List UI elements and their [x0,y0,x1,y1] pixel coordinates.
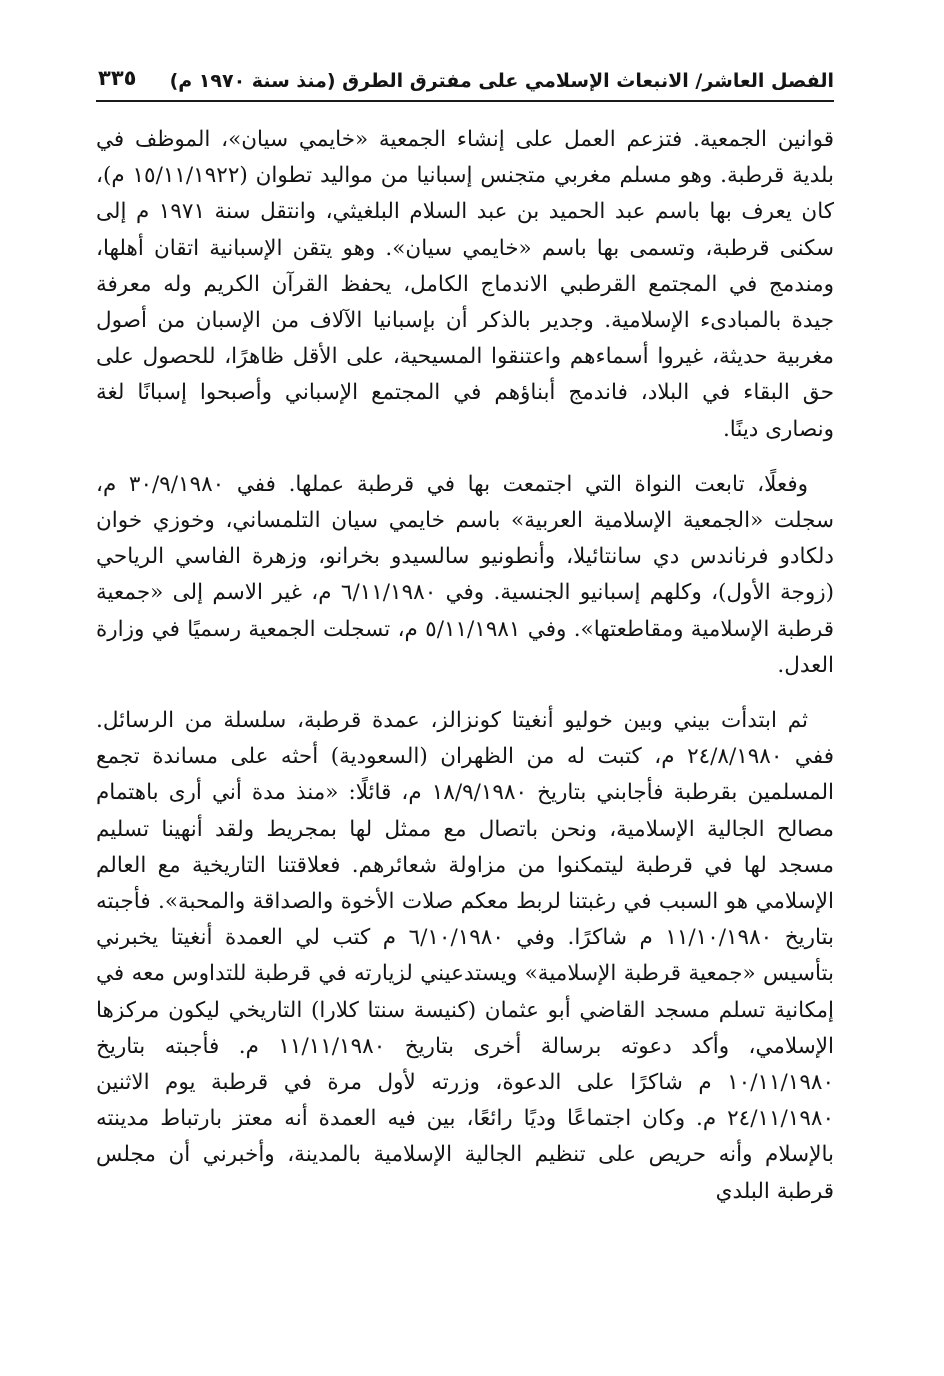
running-header [96,62,834,102]
paragraph-2: وفعلًا، تابعت النواة التي اجتمعت بها في قرطبة عملها. ففي ٣٠/٩/١٩٨٠ م، سجلت «الجمعية الإسلامية العربية» باسم خايمي سيان التلمساني، وخوزي خوان دلكادو فرناندس دي سانتائيلا، وأنطونيو سالسيدو بخرانو، وزهرة الفاسي الرياحي (زوجة الأول)، وكلهم إسبانيو الجنسية. وفي ٦/١١/١٩٨٠ م، غير الاسم إلى «جمعية قرطبة الإسلامية ومقاطعتها». وفي ٥/١١/١٩٨١ م، تسجلت الجمعية رسميًا في وزارة العدل. [96,471,835,678]
header-rule [96,100,834,102]
body-text [96,122,834,1210]
page-number: ٣٣٥ [98,66,137,90]
chapter-title: الفصل العاشر/ الانبعاث الإسلامي على مفترق الطرق (منذ سنة ١٩٧٠ م) [169,70,834,92]
paragraph-3: ثم ابتدأت بيني وبين خوليو أنغيتا كونزالز، عمدة قرطبة، سلسلة من الرسائل. ففي ٢٤/٨/١٩٨٠ م، كتبت له من الظهران (السعودية) أحثه على مساندة تجمع المسلمين بقرطبة فأجابني بتاريخ ١٨/٩/١٩٨٠ م، قائلًا: «منذ مدة أني أرى باهتمام مصالح الجالية الإسلامية، ونحن باتصال مع ممثل لها بمجريط ولقد أنهينا تسليم مسجد لها في قرطبة ليتمكنوا من مزاولة شعائرهم. فعلاقتنا التاريخية مع العالم الإسلامي هو السبب في رغبتنا لربط معكم صلات الأخوة والصداقة والمحبة». فأجبته بتاريخ ١١/١٠/١٩٨٠ م شاكرًا. وفي ٦/١٠/١٩٨٠ م كتب لي العمدة أنغيتا يخبرني بتأسيس «جمعية قرطبة الإسلامية» ويستدعيني لزيارته في قرطبة للتداوس معه في إمكانية تسلم مسجد القاضي أبو عثمان (كنيسة سنتا كلارا) التاريخي ليكون مركزها الإسلامي، وأكد دعوته برسالة أخرى بتاريخ ١١/١١/١٩٨٠ م. فأجبته بتاريخ ١٠/١١/١٩٨٠ م شاكرًا على الدعوة، وزرته لأول مرة في قرطبة يوم الاثنين ٢٤/١١/١٩٨٠ م. وكان اجتماعًا وديًا رائعًا، بين فيه العمدة أنه معتز بارتباط مدينته بالإسلام وأنه حريص على تنظيم الجالية الإسلامية بالمدينة، وأخبرني أن مجلس قرطبة البلدي [96,708,834,1204]
paragraph-1: قوانين الجمعية. فتزعم العمل على إنشاء الجمعية «خايمي سيان»، الموظف في بلدية قرطبة. وهو مسلم مغربي متجنس إسبانيا من مواليد تطوان (١٥/١١/١٩٢٢ م)، كان يعرف بها باسم عبد الحميد بن عبد السلام البلغيثي، وانتقل سنة ١٩٧١ م إلى سكنى قرطبة، وتسمى بها باسم «خايمي سيان». وهو يتقن الإسبانية اتقان أهلها، ومندمج في المجتمع القرطبي الاندماج الكامل، يحفظ القرآن الكريم وله معرفة جيدة بالمبادىء الإسلامية. وجدير بالذكر أن بإسبانيا الآلاف من الإسبان من أصول مغربية حديثة، غيروا أسماءهم واعتنقوا المسيحية، على الأقل ظاهرًا، للحصول على حق البقاء في البلاد، فاندمج أبناؤهم في المجتمع الإسباني وأصبحوا إسبانًا لغة ونصارى دينًا. [96,127,834,442]
